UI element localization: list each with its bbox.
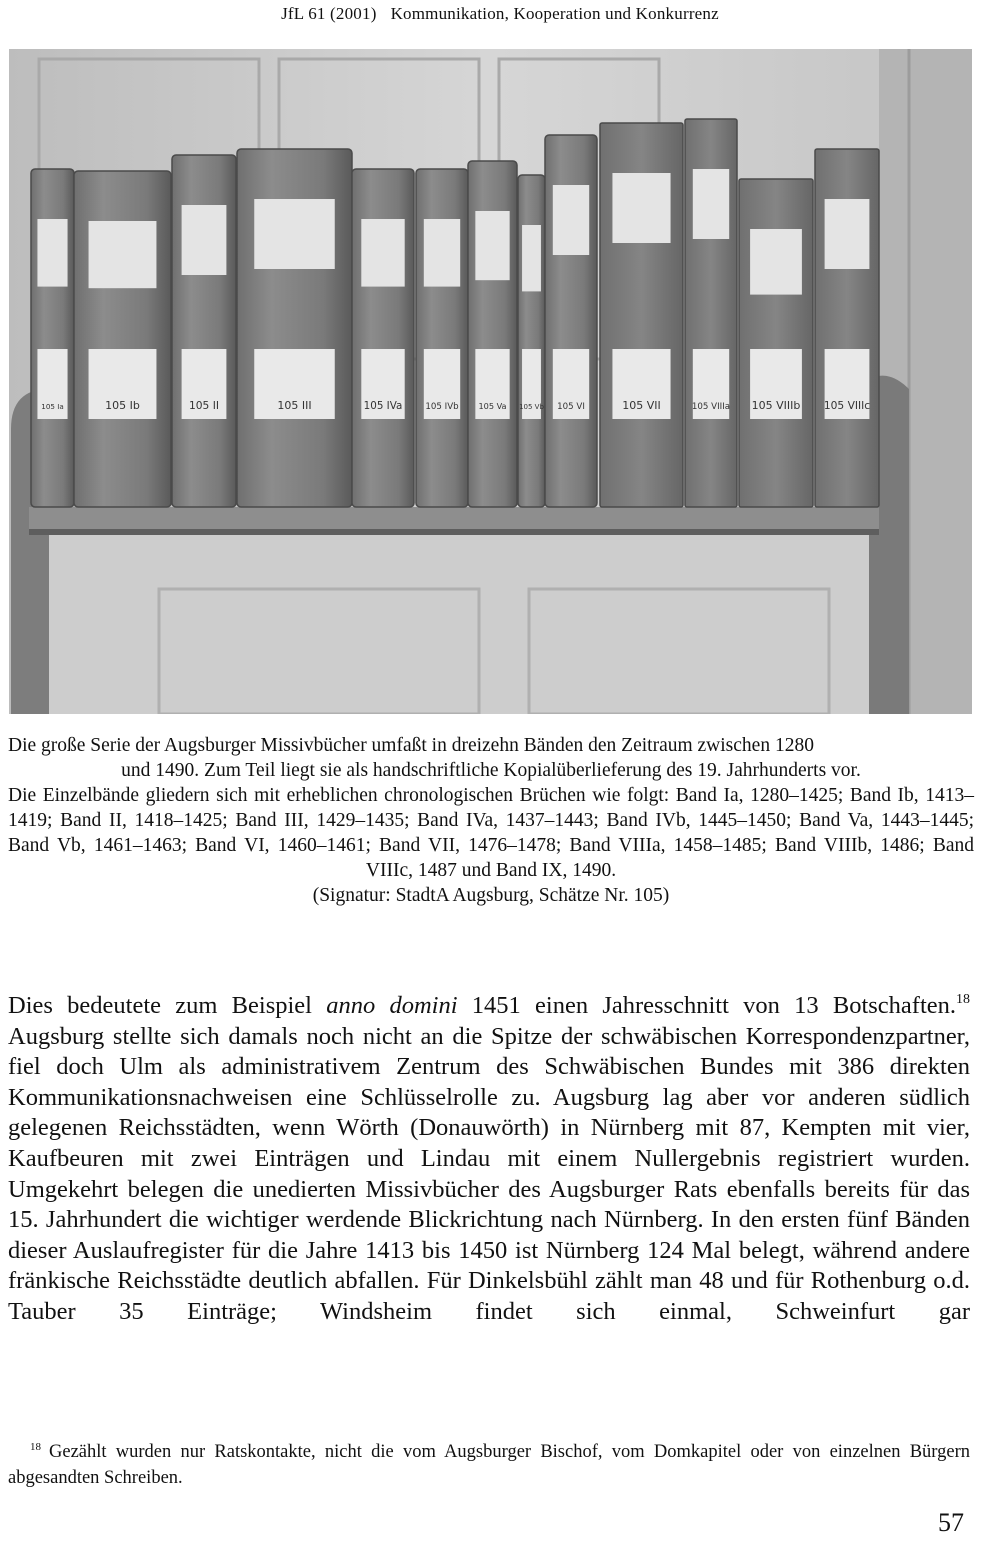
- footnote-reference[interactable]: 18: [956, 991, 970, 1007]
- spine-label: 105 VIIIb: [751, 399, 801, 412]
- spine-label: 105 IVb: [425, 402, 459, 412]
- archive-photo-missivbuecher: [9, 49, 972, 714]
- spine-label: 105 VIIIc: [823, 399, 871, 412]
- spine-label: 105 IVa: [363, 400, 403, 412]
- footnote-number: 18: [30, 1441, 41, 1453]
- figure-caption: [8, 733, 974, 908]
- book-spine: [74, 171, 171, 507]
- book-spine: [172, 155, 236, 507]
- spine-label: 105 Ia: [41, 402, 64, 411]
- italic-phrase: anno domini: [326, 992, 458, 1019]
- book-spine: [600, 123, 683, 507]
- footnote-text: Gezählt wurden nur Ratskontakte, nicht die vom Augsburger Bischof, vom Domkapitel oder von einzelnen Bürgern abgesandten Schreiben.: [8, 1442, 970, 1489]
- running-head: [0, 4, 1000, 24]
- photo-canvas: [9, 49, 972, 714]
- caption-signature: (Signatur: StadtA Augsburg, Schätze Nr. 105): [312, 885, 670, 906]
- footnote: [8, 1434, 970, 1491]
- spine-label: 105 Va: [478, 401, 507, 411]
- running-title: Kommunikation, Kooperation und Konkurrenz: [390, 4, 719, 23]
- spine-label: 105 VIIIa: [691, 402, 731, 412]
- spine-label: 105 Vb: [519, 403, 544, 411]
- caption-line-1: Die große Serie der Augsburger Missivbücher umfaßt in dreizehn Bänden den Zeitraum zwischen 1280: [8, 735, 814, 756]
- book-spine: [739, 179, 813, 507]
- book-spine: [518, 175, 545, 507]
- spine-label: 105 VII: [622, 399, 661, 412]
- book-spine: [352, 169, 414, 507]
- spine-label: 105 VI: [557, 402, 585, 412]
- page-number: 57: [938, 1508, 964, 1537]
- body-paragraph: Dies bedeutete zum Beispiel anno domini 1451 einen Jahresschnitt von 13 Botschaften.$^{18}$ Augsburg stellte sich damals noch nicht an die Spitze der schwäbischen Korrespondenzpartner, fiel doch Ulm als administrativem Zentrum des Schwäbischen Bundes mit 386 direkten Kommunikationsnachweisen eine Schlüsselrolle zu. Augsburg lag aber vor anderen südlich gelegenen Reichsstädten, wenn Wörth (Donauwörth) in Nürnberg mit 87, Kempten mit vier, Kaufbeuren mit zwei Einträgen und Lindau mit einem Nullergebnis registriert wurden. Umgekehrt belegen die unedierten Missivbücher des Augsburger Rats ebenfalls bereits für das 15. Jahrhundert die wichtiger werdende Blickrichtung nach Nürnberg. In den ersten fünf Bänden dieser Auslaufregister für die Jahre 1413 bis 1450 ist Nürnberg 124 Mal belegt, während andere fränkische Reichsstädte deutlich abfallen. Für Dinkelsbühl zählt man 48 und für Rothenburg o.d. Tauber 35 Einträge; Windsheim findet sich einmal, Schweinfurt gar: [8, 991, 970, 1325]
- journal-reference: JfL 61 (2001): [281, 4, 377, 23]
- book-spine: [416, 169, 468, 507]
- spine-label: 105 II: [188, 399, 220, 412]
- book-spine: [815, 149, 879, 507]
- caption-line-2: und 1490. Zum Teil liegt sie als handschriftliche Kopialüberlieferung des 19. Jahrhunderts vor.: [121, 760, 861, 781]
- caption-volume-list: Die Einzelbände gliedern sich mit erheblichen chronologischen Brüchen wie folgt: Band Ia, 1280–1425; Band Ib, 1413–1419; Band II, 1418–1425; Band III, 1429–1435; Band IVa, 1437–1443; Band IVb, 1445–1450; Band Va, 1443–1445; Band Vb, 1461–1463; Band VI, 1460–1461; Band VII, 1476–1478; Band VIIIa, 1458–1485; Band VIIIb, 1486; Band VIIIc, 1487 und Band IX, 1490.: [8, 785, 974, 881]
- spine-label: 105 Ib: [105, 399, 140, 412]
- book-spine: [237, 149, 352, 507]
- book-spine: [468, 161, 517, 507]
- book-spine: [545, 135, 597, 507]
- book-spine: [31, 169, 74, 507]
- spine-label: 105 III: [277, 399, 312, 412]
- book-spine: [685, 119, 737, 507]
